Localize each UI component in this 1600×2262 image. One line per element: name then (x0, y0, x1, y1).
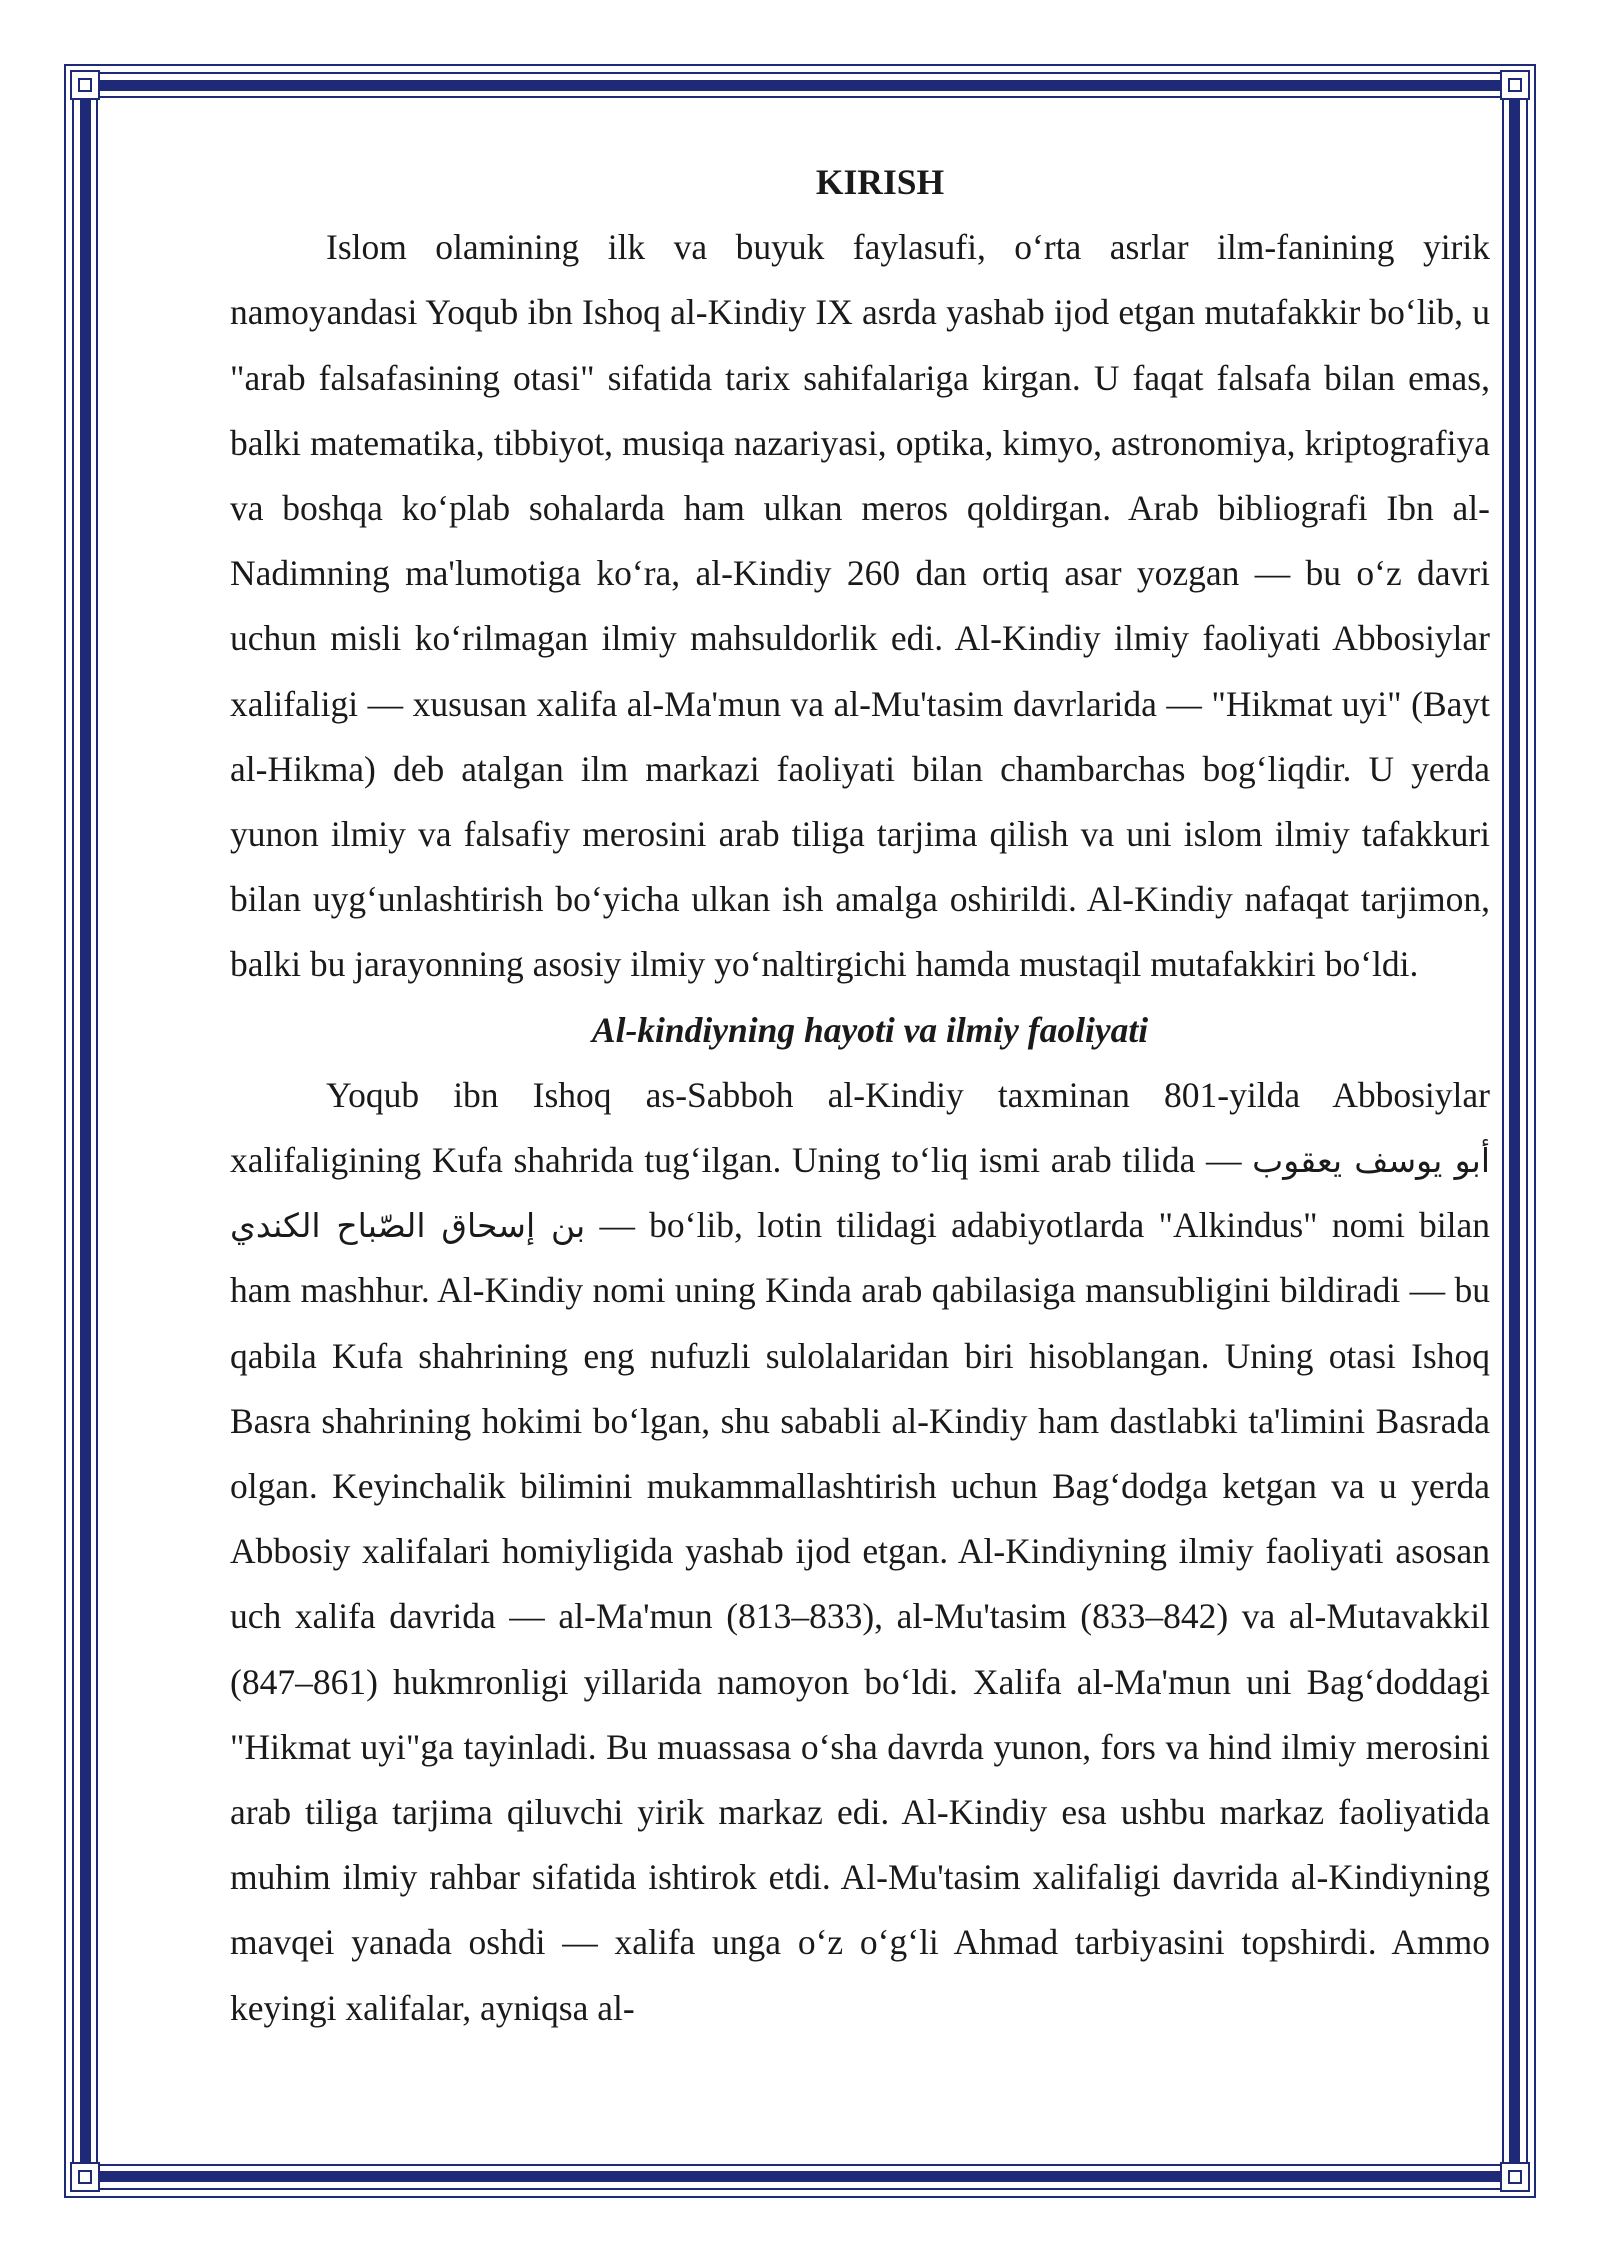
corner-ornament-top-right (1500, 70, 1530, 100)
intro-paragraph: Islom olamining ilk va buyuk faylasufi, o‘rta asrlar ilm-fanining yirik namoyandasi Yoqub ibn Ishoq al-Kindiy IX asrda yashab ijod etgan mutafakkir bo‘lib, u "arab falsafasining otasi" sifatida tarix sahifalariga kirgan. U faqat falsafa bilan emas, balki matematika, tibbiyot, musiqa nazariyasi, optika, kimyo, astronomiya, kriptografiya va boshqa ko‘plab sohalarda ham ulkan meros qoldirgan. Arab bibliografi Ibn al-Nadimning ma'lumotiga ko‘ra, al-Kindiy 260 dan ortiq asar yozgan — bu o‘z davri uchun misli ko‘rilmagan ilmiy mahsuldorlik edi. Al-Kindiy ilmiy faoliyati Abbosiylar xalifaligi — xususan xalifa al-Ma'mun va al-Mu'tasim davrlarida — "Hikmat uyi" (Bayt al-Hikma) deb atalgan ilm markazi faoliyati bilan chambarchas bog‘liqdir. U yerda yunon ilmiy va falsafiy merosini arab tiliga tarjima qilish va uni islom ilmiy tafakkuri bilan uyg‘unlashtirish bo‘yicha ulkan ish amalga oshirildi. Al-Kindiy nafaqat tarjimon, balki bu jarayonning asosiy ilmiy yo‘naltirgichi hamda mustaqil mutafakkiri bo‘ldi. (230, 227, 1490, 985)
section-heading: Al-kindiyning hayoti va ilmiy faoliyati (591, 1009, 1149, 1050)
corner-ornament-top-left (70, 70, 100, 100)
biography-text-part1: Yoqub ibn Ishoq as-Sabboh al-Kindiy taxminan 801-yilda Abbosiylar xalifaligining Kufa shahrida tug‘ilgan. Uning to‘liq ismi arab tilida — (230, 1074, 1490, 1181)
document-body (230, 150, 1490, 2041)
document-heading: KIRISH (815, 162, 945, 202)
corner-ornament-bottom-right (1500, 2162, 1530, 2192)
biography-text-part2: — bo‘lib, lotin tilidagi adabiyotlarda "Alkindus" nomi bilan ham mashhur. Al-Kindiy nomi uning Kinda arab qabilasiga mansubligini bildiradi — bu qabila Kufa shahrining eng nufuzli sulolalaridan biri hisoblangan. Uning otasi Ishoq Basra shahrining hokimi bo‘lgan, shu sababli al-Kindiy ham dastlabki ta'limini Basrada olgan. Keyinchalik bilimini mukammallashtirish uchun Bag‘dodga ketgan va u yerda Abbosiy xalifalari homiyligida yashab ijod etgan. Al-Kindiyning ilmiy faoliyati asosan uch xalifa davrida — al-Ma'mun (813–833), al-Mu'tasim (833–842) va al-Mutavakkil (847–861) hukmronligi yillarida namoyon bo‘ldi. Xalifa al-Ma'mun uni Bag‘doddagi "Hikmat uyi"ga tayinladi. Bu muassasa o‘sha davrda yunon, fors va hind ilmiy merosini arab tiliga tarjima qiluvchi yirik markaz edi. Al-Kindiy esa ushbu markaz faoliyatida muhim ilmiy rahbar sifatida ishtirok etdi. Al-Mu'tasim xalifaligi davrida al-Kindiyning mavqei yanada oshdi — xalifa unga o‘z o‘g‘li Ahmad tarbiyasini topshirdi. Ammo keyingi xalifalar, ayniqsa al- (230, 1205, 1491, 2028)
corner-ornament-bottom-left (70, 2162, 100, 2192)
arabic-full-name: أبو يوسف يعقوب بن إسحاق الصّباح الكندي (230, 1141, 1490, 1246)
biography-paragraph (230, 1063, 1490, 2041)
